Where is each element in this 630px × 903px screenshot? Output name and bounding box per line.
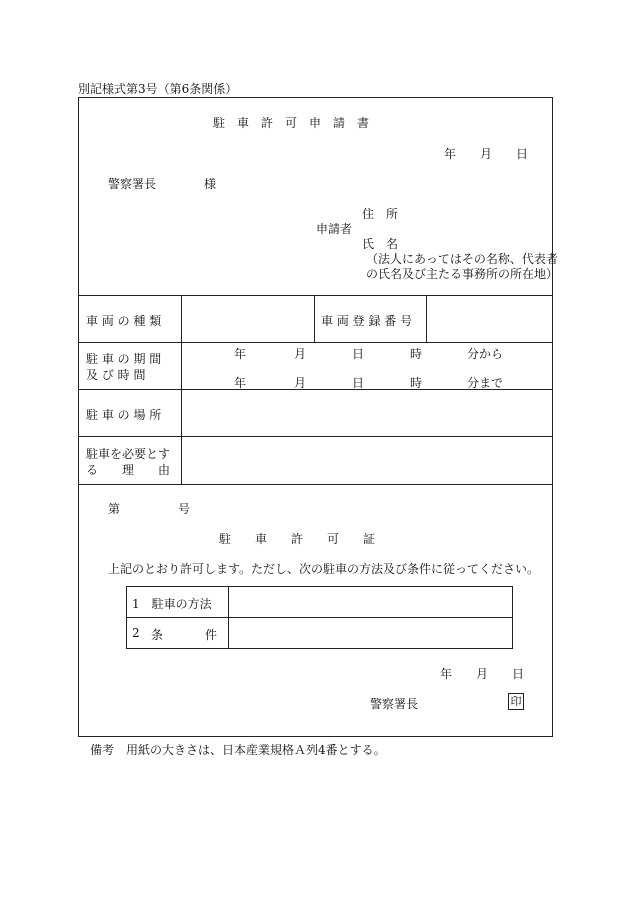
condition-terms-char1: 条 — [151, 628, 164, 642]
address-label: 住 所 — [362, 207, 399, 221]
divider — [78, 342, 553, 343]
form-reference: 別記様式第3号（第6条関係） — [78, 82, 238, 96]
seal-box: 印 — [508, 693, 524, 710]
column-divider — [314, 295, 315, 342]
column-divider — [426, 295, 427, 342]
name-label: 氏 名 — [362, 237, 399, 251]
application-title: 駐 車 許 可 申 請 書 — [213, 116, 370, 130]
corporate-note-line1: （法人にあってはその名称、代表者 — [366, 252, 558, 266]
column-divider — [228, 586, 229, 649]
to-year: 年 — [234, 376, 247, 390]
to-hour: 時 — [410, 376, 423, 390]
permit-number-prefix: 第 — [108, 502, 121, 516]
from-year: 年 — [234, 347, 247, 361]
corporate-note-line2: の氏名及び主たる事務所の所在地） — [366, 267, 559, 281]
condition-terms-char2: 件 — [205, 628, 218, 642]
to-suffix: 分まで — [467, 376, 504, 390]
vehicle-type-label: 車 両 の 種 類 — [86, 314, 162, 328]
from-day: 日 — [352, 347, 365, 361]
application-date: 年 月 日 — [444, 147, 529, 161]
place-label: 駐 車 の 場 所 — [86, 408, 162, 422]
reason-label-line2: る 理 由 — [86, 463, 171, 477]
period-label-line1: 駐 車 の 期 間 — [86, 352, 162, 366]
footnote: 備考 用紙の大きさは、日本産業規格Ａ列4番とする。 — [90, 743, 386, 757]
to-day: 日 — [352, 376, 365, 390]
applicant-label: 申請者 — [316, 222, 353, 236]
period-label-line2: 及 び 時 間 — [86, 368, 146, 382]
column-divider — [181, 295, 182, 484]
condition-method-label: 1 駐車の方法 — [132, 597, 212, 611]
to-month: 月 — [294, 376, 307, 390]
from-suffix: 分から — [467, 347, 504, 361]
divider — [78, 295, 553, 296]
vehicle-registration-label: 車 両 登 録 番 号 — [321, 314, 413, 328]
permit-date: 年 月 日 — [440, 667, 525, 681]
permit-statement: 上記のとおり許可します。ただし、次の駐車の方法及び条件に従ってください。 — [108, 562, 540, 576]
permit-title: 駐 車 許 可 証 — [219, 532, 376, 546]
permit-signer: 警察署長 — [370, 697, 419, 711]
divider — [126, 617, 513, 618]
divider — [78, 484, 553, 485]
divider — [78, 436, 553, 437]
reason-label-line1: 駐車を必要とす — [86, 447, 171, 461]
condition-terms-number: 2 — [132, 626, 140, 640]
from-hour: 時 — [410, 347, 423, 361]
addressee: 警察署長 様 — [108, 177, 217, 191]
from-month: 月 — [294, 347, 307, 361]
permit-number-suffix: 号 — [178, 502, 191, 516]
